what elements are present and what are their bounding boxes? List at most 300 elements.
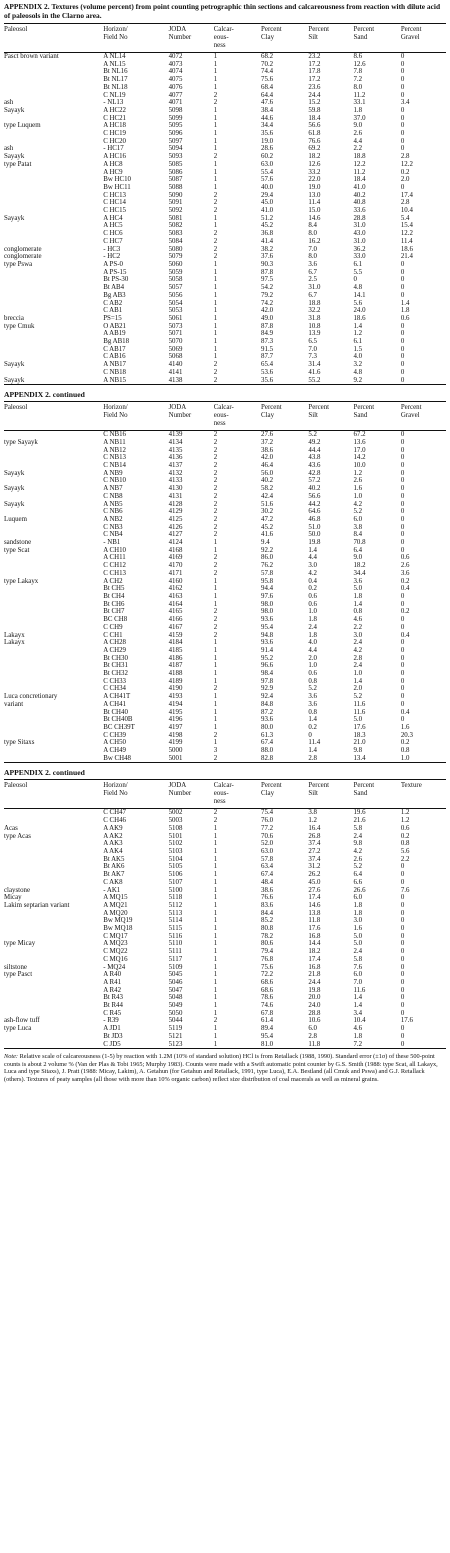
cell-horizon: Bt JD3: [103, 1032, 123, 1040]
cell-joda-number: 4125: [168, 515, 183, 523]
cell-percent-sand: 2.4: [353, 662, 363, 670]
cell-percent-clay: 41.6: [261, 531, 274, 539]
cell-percent-silt: 50.0: [308, 531, 321, 539]
cell-percent-silt: 14.4: [308, 940, 321, 948]
cell-percent-clay: 30.2: [261, 508, 274, 516]
cell-percent-gravel: 0: [400, 469, 405, 477]
table-row: [4, 709, 446, 717]
cell-calcareousness: 1: [213, 176, 218, 184]
cell-joda-number: 5090: [168, 191, 183, 199]
cell-percent-sand: 33.0: [353, 253, 366, 261]
cell-joda-number: 5048: [168, 994, 183, 1002]
cell-percent-gravel: 0: [400, 68, 405, 76]
cell-percent-gravel: 0: [400, 1025, 405, 1033]
cell-paleosol: [4, 616, 103, 624]
table-row: [4, 1017, 446, 1025]
cell-percent-clay: 89.4: [261, 1025, 274, 1033]
cell-calcareousness: 1: [213, 963, 218, 971]
table-row: [4, 979, 446, 987]
cell-percent-gravel: 0: [400, 700, 405, 708]
cell-horizon: Bw HC10: [103, 176, 131, 184]
cell-percent-clay: 92.4: [261, 693, 274, 701]
cell-percent-silt: 16.8: [308, 932, 321, 940]
cell-paleosol: Pasct brown variant: [4, 53, 59, 60]
cell-percent-gravel: 15.4: [400, 222, 413, 230]
table-row: [4, 207, 446, 215]
cell-joda-number: 5101: [168, 832, 183, 840]
cell-percent-silt: 11.4: [308, 199, 321, 207]
cell-paleosol: [4, 585, 103, 593]
cell-joda-number: 5047: [168, 986, 183, 994]
cell-horizon: C NB10: [103, 477, 127, 485]
cell-horizon: C NB18: [103, 368, 127, 376]
cell-percent-gravel: 0: [400, 600, 405, 608]
cell-percent-silt: 11.8: [308, 1040, 321, 1048]
table-row: [4, 655, 446, 663]
cell-percent-silt: 43.8: [308, 454, 321, 462]
cell-paleosol: [4, 987, 103, 995]
cell-horizon: C CH1: [103, 631, 123, 639]
cell-horizon: C CH39: [103, 731, 127, 739]
cell-percent-sand: 4.6: [353, 1025, 363, 1033]
table-row: [4, 92, 446, 100]
cell-percent-gravel: 0: [400, 508, 405, 516]
cell-percent-sand: 5.0: [353, 585, 363, 593]
cell-joda-number: 5003: [168, 817, 183, 825]
cell-paleosol: [4, 554, 103, 562]
cell-percent-sand: 3.0: [353, 631, 363, 639]
cell-calcareousness: 1: [213, 83, 218, 91]
cell-calcareousness: 1: [213, 639, 218, 647]
cell-calcareousness: 2: [213, 431, 218, 439]
cell-percent-clay: 64.4: [261, 91, 274, 99]
cell-horizon: A CH41T: [103, 693, 131, 701]
cell-percent-sand: 40.2: [353, 191, 366, 199]
cell-percent-sand: 4.8: [353, 284, 363, 292]
cell-paleosol: Luquem: [4, 515, 27, 523]
cell-percent-gravel: 12.2: [400, 230, 413, 238]
cell-calcareousness: 1: [213, 130, 218, 138]
cell-horizon: A CH11: [103, 554, 126, 562]
cell-calcareousness: 2: [213, 207, 218, 215]
cell-percent-gravel: 3.6: [400, 569, 410, 577]
cell-paleosol: [4, 269, 103, 277]
cell-percent-sand: 2.6: [353, 477, 363, 485]
cell-percent-gravel: 0: [400, 670, 405, 678]
table-row: [4, 68, 446, 76]
cell-percent-gravel: 0: [400, 994, 405, 1002]
cell-horizon: A NB2: [103, 515, 123, 523]
cell-percent-gravel: 3.4: [400, 99, 410, 107]
cell-percent-gravel: 0: [400, 446, 405, 454]
cell-horizon: A MQ20: [103, 909, 128, 917]
cell-horizon: A CH50: [103, 739, 126, 747]
table-row: [4, 161, 446, 169]
cell-percent-clay: 85.2: [261, 917, 274, 925]
cell-joda-number: 4187: [168, 662, 183, 670]
cell-percent-silt: 56.6: [308, 122, 321, 130]
cell-joda-number: 4165: [168, 608, 183, 616]
cell-percent-silt: 7.0: [308, 245, 318, 253]
cell-percent-gravel: 0: [400, 492, 405, 500]
cell-joda-number: 4076: [168, 83, 183, 91]
cell-joda-number: 5054: [168, 299, 183, 307]
cell-calcareousness: 1: [213, 909, 218, 917]
cell-joda-number: 5080: [168, 245, 183, 253]
continued-heading-2: APPENDIX 2. continued: [4, 768, 85, 778]
table-row: [4, 122, 446, 130]
cell-percent-gravel: 0: [400, 685, 405, 693]
table-row: [4, 431, 446, 439]
cell-percent-sand: 28.8: [353, 214, 366, 222]
cell-percent-clay: 75.4: [261, 809, 274, 817]
cell-horizon: C HC20: [103, 137, 127, 145]
cell-joda-number: 5002: [168, 809, 183, 817]
cell-paleosol: siltstone: [4, 963, 27, 971]
cell-paleosol: [4, 655, 103, 663]
cell-percent-silt: 37.4: [308, 855, 321, 863]
cell-joda-number: 5057: [168, 284, 183, 292]
cell-paleosol: [4, 508, 103, 516]
cell-joda-number: 5056: [168, 291, 183, 299]
cell-percent-silt: 27.2: [308, 847, 321, 855]
cell-percent-silt: 0.8: [308, 708, 318, 716]
cell-joda-number: 5103: [168, 847, 183, 855]
table-row: [4, 76, 446, 84]
cell-percent-gravel: 0: [400, 940, 405, 948]
table-row: [4, 739, 446, 747]
cell-calcareousness: 2: [213, 376, 218, 384]
cell-calcareousness: 1: [213, 940, 218, 948]
cell-horizon: C CH13: [103, 569, 127, 577]
cell-percent-clay: 74.6: [261, 1002, 274, 1010]
cell-percent-clay: 48.4: [261, 878, 274, 886]
table-row: [4, 724, 446, 732]
cell-percent-silt: 13.8: [308, 909, 321, 917]
cell-percent-silt: 3.6: [308, 693, 318, 701]
table-row: [4, 184, 446, 192]
cell-percent-gravel: 0: [400, 137, 405, 145]
table-row: [4, 477, 446, 485]
cell-horizon: C NB16: [103, 431, 127, 439]
cell-percent-silt: 1.2: [308, 817, 318, 825]
cell-percent-gravel: 0: [400, 909, 405, 917]
cell-horizon: C CH34: [103, 685, 127, 693]
cell-calcareousness: 1: [213, 693, 218, 701]
cell-horizon: Bt AK7: [103, 871, 125, 879]
cell-percent-sand: 1.8: [353, 106, 363, 114]
cell-percent-silt: 1.8: [308, 616, 318, 624]
cell-percent-silt: 1.4: [308, 716, 318, 724]
cell-joda-number: 5117: [168, 955, 183, 963]
table-row: [4, 917, 446, 925]
cell-horizon: A CH28: [103, 639, 126, 647]
cell-percent-sand: 6.4: [353, 871, 363, 879]
cell-percent-sand: 1.8: [353, 901, 363, 909]
cell-percent-gravel: 0.6: [400, 554, 410, 562]
cell-horizon: C JD5: [103, 1040, 121, 1048]
table-row: [4, 817, 446, 825]
cell-percent-clay: 34.4: [261, 122, 274, 130]
cell-percent-sand: 8.0: [353, 83, 363, 91]
cell-percent-clay: 76.6: [261, 894, 274, 902]
cell-percent-clay: 42.4: [261, 492, 274, 500]
cell-percent-gravel: 0: [400, 276, 405, 284]
cell-paleosol: [4, 724, 103, 732]
cell-percent-silt: 20.0: [308, 994, 321, 1002]
cell-paleosol: Acas: [4, 824, 18, 832]
cell-percent-silt: 2.8: [308, 1032, 318, 1040]
cell-paleosol: [4, 84, 103, 92]
cell-paleosol: [4, 685, 103, 693]
cell-joda-number: 5058: [168, 276, 183, 284]
cell-percent-clay: 52.0: [261, 840, 274, 848]
cell-percent-gravel: 0: [400, 330, 405, 338]
cell-paleosol: [4, 856, 103, 864]
cell-joda-number: 4127: [168, 531, 183, 539]
table-row: [4, 1002, 446, 1010]
cell-joda-number: 4141: [168, 368, 183, 376]
cell-percent-silt: 0.6: [308, 593, 318, 600]
cell-calcareousness: 2: [213, 554, 218, 562]
cell-calcareousness: 1: [213, 330, 218, 338]
cell-percent-silt: 4.0: [308, 639, 318, 647]
cell-horizon: A NL15: [103, 60, 126, 68]
cell-calcareousness: 1: [213, 322, 218, 330]
cell-horizon: - MQ24: [103, 963, 126, 971]
cell-joda-number: 5088: [168, 183, 183, 191]
cell-percent-sand: 8.4: [353, 531, 363, 539]
cell-horizon: Bt CH40: [103, 708, 128, 716]
cell-percent-clay: 98.4: [261, 670, 274, 678]
cell-joda-number: 4185: [168, 646, 183, 654]
header-clay: Percent Clay: [261, 404, 282, 420]
cell-percent-clay: 45.2: [261, 523, 274, 531]
cell-percent-silt: 5.2: [308, 431, 318, 439]
table-row: [4, 1041, 446, 1049]
cell-percent-silt: 0.8: [308, 677, 318, 685]
cell-horizon: C MQ16: [103, 955, 128, 963]
cell-paleosol: [4, 462, 103, 470]
cell-horizon: A NB17: [103, 361, 126, 369]
cell-percent-sand: 21.0: [353, 739, 366, 747]
cell-horizon: A NB9: [103, 469, 123, 477]
cell-percent-clay: 79.4: [261, 948, 274, 956]
cell-horizon: C HC14: [103, 199, 127, 207]
cell-percent-sand: 5.0: [353, 940, 363, 948]
cell-calcareousness: 1: [213, 863, 218, 871]
cell-calcareousness: 1: [213, 307, 218, 315]
cell-calcareousness: 1: [213, 1025, 218, 1033]
cell-percent-gravel: 0: [400, 955, 405, 963]
table-1-body: [4, 53, 446, 385]
cell-percent-silt: 14.6: [308, 214, 321, 222]
cell-percent-silt: 17.4: [308, 955, 321, 963]
cell-calcareousness: 2: [213, 245, 218, 253]
cell-joda-number: 4126: [168, 523, 183, 531]
header-calcareousness: Calcar- eous- ness: [213, 404, 234, 428]
cell-joda-number: 5083: [168, 230, 183, 238]
cell-percent-clay: 87.3: [261, 338, 274, 346]
cell-percent-gravel: 0: [400, 863, 405, 871]
cell-percent-clay: 97.8: [261, 677, 274, 685]
header-calcareousness: Calcar- eous- ness: [213, 26, 234, 49]
cell-horizon: Bt AK6: [103, 863, 125, 871]
cell-joda-number: 5000: [168, 747, 183, 755]
cell-joda-number: 4128: [168, 500, 183, 508]
cell-joda-number: 5100: [168, 886, 183, 894]
cell-percent-clay: 74.2: [261, 299, 274, 307]
cell-percent-clay: 61.4: [261, 1017, 274, 1025]
cell-percent-silt: 23.2: [308, 53, 321, 60]
table-row: [4, 338, 446, 346]
cell-horizon: - AK1: [103, 886, 121, 894]
table-row: [4, 863, 446, 871]
cell-percent-silt: 10.8: [308, 322, 321, 330]
cell-percent-silt: 6.7: [308, 268, 318, 276]
cell-percent-clay: 37.6: [261, 253, 274, 261]
table-row: [4, 1033, 446, 1041]
header-horizon: Horizon/ Field No: [103, 782, 128, 798]
cell-percent-gravel: 0: [400, 284, 405, 292]
cell-percent-silt: 41.6: [308, 368, 321, 376]
cell-joda-number: 4196: [168, 716, 183, 724]
cell-horizon: - HC17: [103, 145, 124, 153]
cell-joda-number: 4138: [168, 376, 183, 384]
cell-percent-sand: 41.0: [353, 183, 366, 191]
header-texture: Texture: [400, 782, 422, 790]
cell-paleosol: ash: [4, 99, 14, 107]
cell-calcareousness: 1: [213, 901, 218, 909]
cell-joda-number: 5121: [168, 1032, 183, 1040]
cell-paleosol: [4, 184, 103, 192]
cell-paleosol: [4, 346, 103, 354]
cell-percent-silt: 6.7: [308, 291, 318, 299]
cell-paleosol: [4, 662, 103, 670]
table-row: [4, 84, 446, 92]
table-row: [4, 222, 446, 230]
cell-horizon: A HC22: [103, 106, 126, 114]
cell-percent-gravel: 0: [400, 971, 405, 979]
cell-percent-clay: 97.6: [261, 593, 274, 600]
cell-joda-number: 4169: [168, 554, 183, 562]
cell-percent-gravel: 5.4: [400, 214, 410, 222]
cell-percent-clay: 36.8: [261, 230, 274, 238]
cell-percent-sand: 1.8: [353, 593, 363, 600]
cell-calcareousness: 1: [213, 585, 218, 593]
cell-joda-number: 5123: [168, 1040, 183, 1048]
header-gravel: Percent Gravel: [400, 404, 422, 420]
table-row: [4, 971, 446, 979]
cell-percent-clay: 63.4: [261, 863, 274, 871]
cell-percent-silt: 31.0: [308, 284, 321, 292]
cell-percent-gravel: 11.4: [400, 237, 413, 245]
cell-percent-silt: 17.4: [308, 894, 321, 902]
cell-percent-gravel: 0: [400, 368, 405, 376]
cell-joda-number: 5098: [168, 106, 183, 114]
cell-percent-sand: 36.2: [353, 245, 366, 253]
cell-calcareousness: 2: [213, 446, 218, 454]
cell-percent-gravel: 0.2: [400, 608, 410, 616]
cell-calcareousness: 1: [213, 260, 218, 268]
cell-percent-sand: 14.1: [353, 291, 366, 299]
cell-percent-silt: 69.2: [308, 145, 321, 153]
cell-horizon: C AB16: [103, 353, 126, 361]
cell-joda-number: 4170: [168, 562, 183, 570]
cell-horizon: Bt CH31: [103, 662, 128, 670]
cell-paleosol: [4, 493, 103, 501]
cell-percent-sand: 67.2: [353, 431, 366, 439]
cell-percent-clay: 57.8: [261, 855, 274, 863]
cell-percent-sand: 10.4: [353, 1017, 366, 1025]
cell-paleosol: [4, 879, 103, 887]
cell-calcareousness: 1: [213, 114, 218, 122]
cell-percent-gravel: 0: [400, 677, 405, 685]
cell-horizon: Bt R44: [103, 1002, 123, 1010]
cell-percent-gravel: 0: [400, 894, 405, 902]
table-row: [4, 246, 446, 254]
cell-calcareousness: 1: [213, 925, 218, 933]
cell-joda-number: 5106: [168, 871, 183, 879]
cell-percent-gravel: 2.8: [400, 199, 410, 207]
cell-calcareousness: 1: [213, 955, 218, 963]
cell-percent-silt: 1.0: [308, 662, 318, 670]
table-row: [4, 848, 446, 856]
cell-percent-gravel: 0: [400, 963, 405, 971]
cell-horizon: - NL13: [103, 99, 124, 107]
header-paleosol: Paleosol: [4, 404, 28, 412]
header-gravel: Percent Gravel: [400, 26, 422, 41]
cell-percent-clay: 47.6: [261, 99, 274, 107]
cell-horizon: A MQ15: [103, 894, 128, 902]
cell-calcareousness: 2: [213, 754, 218, 762]
cell-horizon: Bt NL18: [103, 83, 128, 91]
header-horizon: Horizon/ Field No: [103, 404, 128, 420]
cell-calcareousness: 1: [213, 878, 218, 886]
cell-calcareousness: 1: [213, 593, 218, 600]
cell-joda-number: 4130: [168, 485, 183, 493]
cell-percent-sand: 4.2: [353, 646, 363, 654]
cell-percent-silt: 16.8: [308, 963, 321, 971]
cell-horizon: A AK9: [103, 824, 123, 832]
cell-calcareousness: 1: [213, 978, 218, 986]
table-header: [4, 24, 446, 53]
cell-percent-sand: 3.2: [353, 361, 363, 369]
cell-joda-number: 4166: [168, 616, 183, 624]
cell-percent-sand: 3.0: [353, 917, 363, 925]
cell-percent-sand: 1.8: [353, 1032, 363, 1040]
cell-percent-silt: 11.8: [308, 917, 321, 925]
cell-joda-number: 5096: [168, 130, 183, 138]
cell-percent-gravel: 0.6: [400, 314, 410, 322]
cell-percent-gravel: 0: [400, 546, 405, 554]
cell-percent-silt: 18.2: [308, 948, 321, 956]
cell-joda-number: 5045: [168, 971, 183, 979]
cell-percent-gravel: 0: [400, 106, 405, 114]
cell-horizon: Bg AB3: [103, 291, 126, 299]
table-row: [4, 470, 446, 478]
cell-horizon: A AK3: [103, 840, 123, 848]
cell-calcareousness: 1: [213, 291, 218, 299]
cell-percent-gravel: 1.6: [400, 723, 410, 731]
cell-horizon: Bt CH32: [103, 670, 128, 678]
cell-percent-sand: 18.2: [353, 562, 366, 570]
cell-percent-silt: 2.5: [308, 276, 318, 284]
cell-horizon: Bt CH7: [103, 608, 125, 616]
cell-percent-gravel: 0: [400, 515, 405, 523]
cell-percent-sand: 13.6: [353, 438, 366, 446]
cell-percent-gravel: 0: [400, 901, 405, 909]
